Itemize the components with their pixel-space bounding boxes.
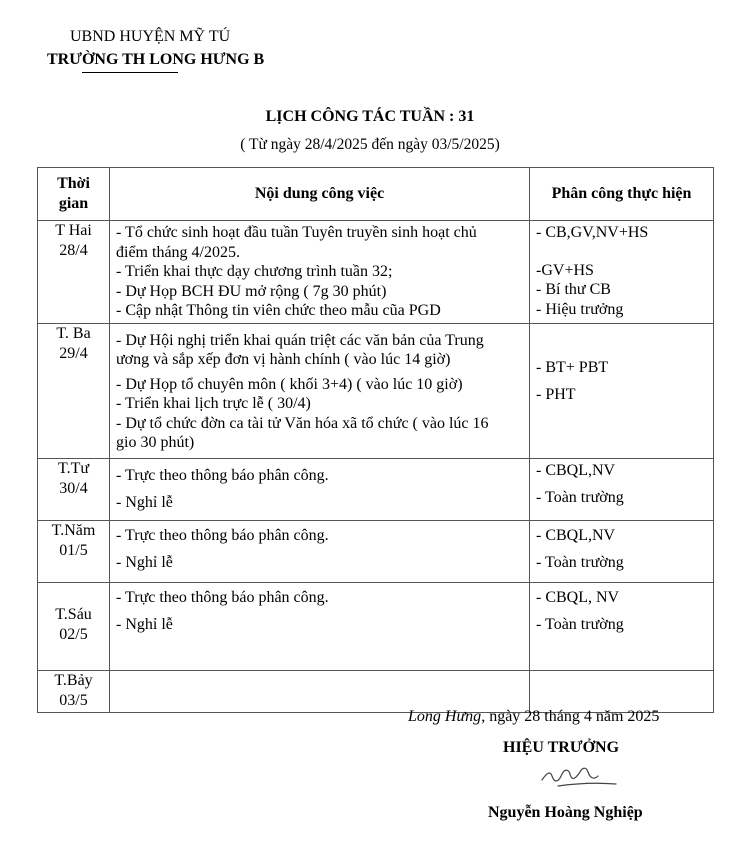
school-name: TRƯỜNG TH LONG HƯNG B: [47, 51, 265, 68]
org-name: UBND HUYỆN MỸ TÚ: [70, 28, 231, 45]
schedule-table: [37, 167, 714, 713]
table-row: [38, 323, 714, 458]
place-name: Long Hưng: [408, 708, 482, 725]
task-cell: - Trực theo thông báo phân công. - Nghỉ lễ: [110, 520, 530, 582]
assign-cell: - CBQL,NV - Toàn trường: [530, 458, 714, 520]
table-row: [38, 520, 714, 582]
task-cell: [110, 670, 530, 712]
task-cell: - Tổ chức sinh hoạt đầu tuần Tuyên truyền sinh hoạt chủ điểm tháng 4/2025. - Triển khai thực dạy chương trình tuần 32; - Dự Họp BCH ĐU mở rộng ( 7g 30 phút) - Cập nhật Thông tin viên chức theo mẫu cũa PGD: [110, 221, 530, 324]
day-cell: T.Tư 30/4: [38, 458, 110, 520]
assign-cell: - CB,GV,NV+HS -GV+HS - Bí thư CB - Hiệu trưởng: [530, 221, 714, 324]
day-cell: T.Sáu 02/5: [38, 582, 110, 670]
day-cell: T Hai 28/4: [38, 221, 110, 324]
day-cell: T.Bảy 03/5: [38, 670, 110, 712]
school-underline: [82, 72, 178, 73]
signature-image: [532, 758, 632, 794]
date-text: , ngày 28 tháng 4 năm 2025: [481, 708, 660, 725]
task-cell: - Trực theo thông báo phân công. - Nghỉ lễ: [110, 582, 530, 670]
day-cell: T.Năm 01/5: [38, 520, 110, 582]
header-task: Nội dung công việc: [110, 168, 530, 221]
table-row: [38, 670, 714, 712]
day-cell: T. Ba 29/4: [38, 323, 110, 458]
task-cell: - Dự Hội nghị triển khai quán triệt các văn bản của Trung ương và sắp xếp đơn vị hành chính ( vào lúc 14 giờ) - Dự Họp tổ chuyên môn ( khối 3+4) ( vào lúc 10 giờ) - Triển khai lịch trực lễ ( 30/4) - Dự tổ chức đờn ca tài tử Văn hóa xã tổ chức ( vào lúc 16 gio 30 phút): [110, 323, 530, 458]
table-header-row: [38, 168, 714, 221]
assign-cell: - CBQL,NV - Toàn trường: [530, 520, 714, 582]
signer-name: Nguyễn Hoàng Nghiệp: [488, 804, 643, 821]
place-date: [408, 708, 659, 726]
header-time: Thời gian: [38, 168, 110, 221]
table-row: [38, 221, 714, 324]
table-row: [38, 582, 714, 670]
assign-cell: - BT+ PBT - PHT: [530, 323, 714, 458]
header-assign: Phân công thực hiện: [530, 168, 714, 221]
page-title: LỊCH CÔNG TÁC TUẦN : 31: [265, 108, 475, 125]
assign-cell: - CBQL, NV - Toàn trường: [530, 582, 714, 670]
signer-role: HIỆU TRƯỞNG: [503, 739, 620, 756]
assign-cell: [530, 670, 714, 712]
table-row: [38, 458, 714, 520]
task-cell: - Trực theo thông báo phân công. - Nghỉ lễ: [110, 458, 530, 520]
date-range: ( Từ ngày 28/4/2025 đến ngày 03/5/2025): [240, 136, 500, 153]
